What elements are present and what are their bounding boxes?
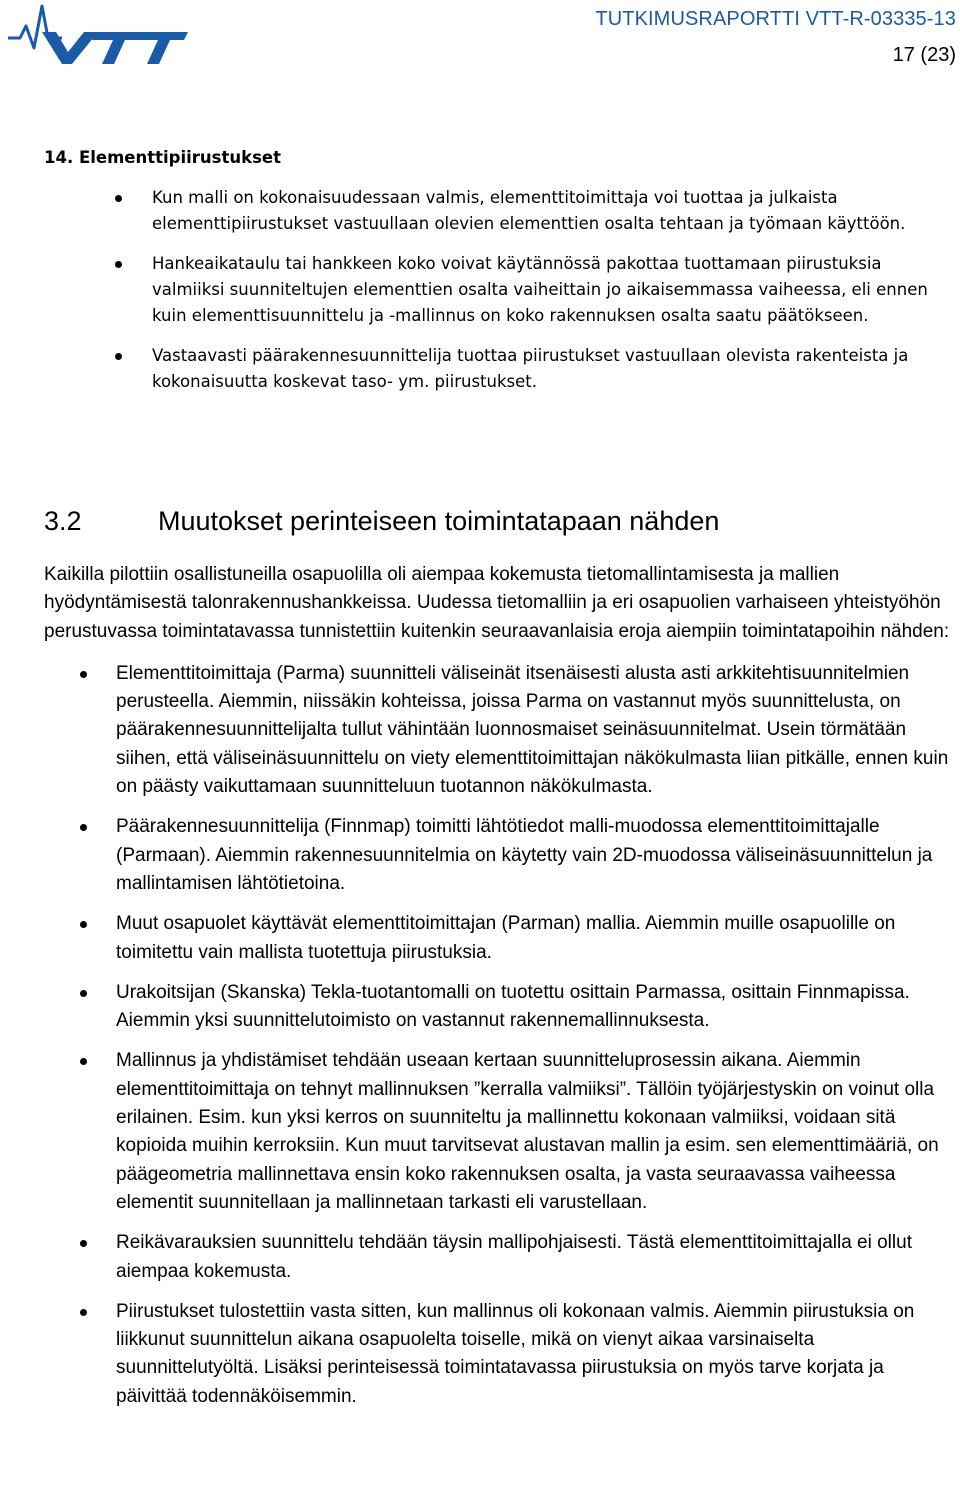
- list-item: Reikävarauksien suunnittelu tehdään täysin mallipohjaisesti. Tästä elementtitoimittajalla ei ollut aiempaa kokemusta.: [44, 1229, 956, 1286]
- list-item: Päärakennesuunnittelija (Finnmap) toimitti lähtötiedot malli-muodossa elementtitoimittajalle (Parmaan). Aiemmin rakennesuunnitelmia on käytetty vain 2D-muodossa väliseinäsuunnittelun ja mallintamisen lähtötietoina.: [44, 813, 956, 898]
- list-item: Hankeaikataulu tai hankkeen koko voivat käytännössä pakottaa tuottamaan piirustuksia valmiiksi suunniteltujen elementtien osalta vaiheittain jo aikaisemmassa vaiheessa, eli ennen kuin elementtisuunnittelu ja -mallinnus on koko rakennuksen osalta saatu päätökseen.: [44, 251, 954, 329]
- list-item: Elementtitoimittaja (Parma) suunnitteli väliseinät itsenäisesti alusta asti arkkitehtisuunnitelmien perusteella. Aiemmin, niissäkin kohteissa, joissa Parma on vastannut myös suunnittelusta, on päärakennesuunnittelijalta tullut vähintään luonnosmaiset seinäsuunnitelmat. Usein törmätään siihen, että väliseinäsuunnittelu on viety elementtitoimittajan näkökulmasta liian pitkälle, ennen kuin on päästy vaikuttamaan suunnitteluun tuotannon näkökulmasta.: [44, 660, 956, 801]
- vtt-logo: [6, 2, 188, 68]
- list-item: Urakoitsijan (Skanska) Tekla-tuotantomalli on tuotettu osittain Parmassa, osittain Finnmapissa. Aiemmin yksi suunnittelutoimisto on vastannut rakennemallinnuksesta.: [44, 979, 956, 1036]
- section-heading: 14. Elementtipiirustukset: [44, 148, 281, 167]
- list-item: Mallinnus ja yhdistämiset tehdään useaan kertaan suunnitteluprosessin aikana. Aiemmin elementtitoimittaja on tehnyt mallinnuksen ”kerralla valmiiksi”. Tällöin työjärjestyskin on voinut olla erilainen. Esim. kun yksi kerros on suunniteltu ja mallinnettu kokonaan valmiiksi, voidaan sitä kopioida muihin kerroksiin. Kun muut tarvitsevat alustavan mallin ja esim. sen elementtimääriä, on päägeometria mallinnettava ensin koko rakennuksen osalta, ja vasta seuraavassa vaiheessa elementit suunnitellaan ja mallinnetaan tarkasti eli varustellaan.: [44, 1047, 956, 1217]
- section-muutokset: [44, 506, 956, 1423]
- intro-paragraph: Kaikilla pilottiin osallistuneilla osapuolilla oli aiempaa kokemusta tietomallintamisesta ja mallien hyödyntämisestä talonrakennushankkeissa. Uudessa tietomalliin ja eri osapuolien varhaiseen yhteistyöhön perustuvassa toimintatavassa tunnistettiin kuitenkin seuraavanlaisia eroja aiempiin toimintatapoihin nähden:: [44, 564, 950, 642]
- section-title-text: Muutokset perinteiseen toimintatapaan nähden: [158, 506, 720, 536]
- section-title: [44, 506, 956, 537]
- list-item: Kun malli on kokonaisuudessaan valmis, elementtitoimittaja voi tuottaa ja julkaista elementtipiirustukset vastuullaan olevien elementtien osalta tehtaan ja työmaan käyttöön.: [44, 185, 954, 237]
- list-item: Vastaavasti päärakennesuunnittelija tuottaa piirustukset vastuullaan olevista rakenteista ja kokonaisuutta koskevat taso- ym. piirustukset.: [44, 343, 954, 395]
- bullet-list: [44, 660, 956, 1411]
- report-id: TUTKIMUSRAPORTTI VTT-R-03335-13: [595, 8, 956, 30]
- logo-text: VTT: [6, 2, 8, 3]
- bullet-list: [44, 185, 954, 395]
- section-number: 3.2: [44, 506, 82, 536]
- section-elementtipiirustukset: [44, 148, 954, 409]
- list-item: Muut osapuolet käyttävät elementtitoimittajan (Parman) mallia. Aiemmin muille osapuolille on toimitettu vain mallista tuotettuja piirustuksia.: [44, 910, 956, 967]
- list-item: Piirustukset tulostettiin vasta sitten, kun mallinnus oli kokonaan valmis. Aiemmin piirustuksia on liikkunut suunnittelun aikana osapuolelta toiselle, mikä on vienyt aikaa varsinaiselta suunnittelutyöltä. Lisäksi perinteisessä toimintatavassa piirustuksia on myös tarve korjata ja päivittää todennäköisemmin.: [44, 1298, 956, 1411]
- page-number: 17 (23): [892, 44, 956, 66]
